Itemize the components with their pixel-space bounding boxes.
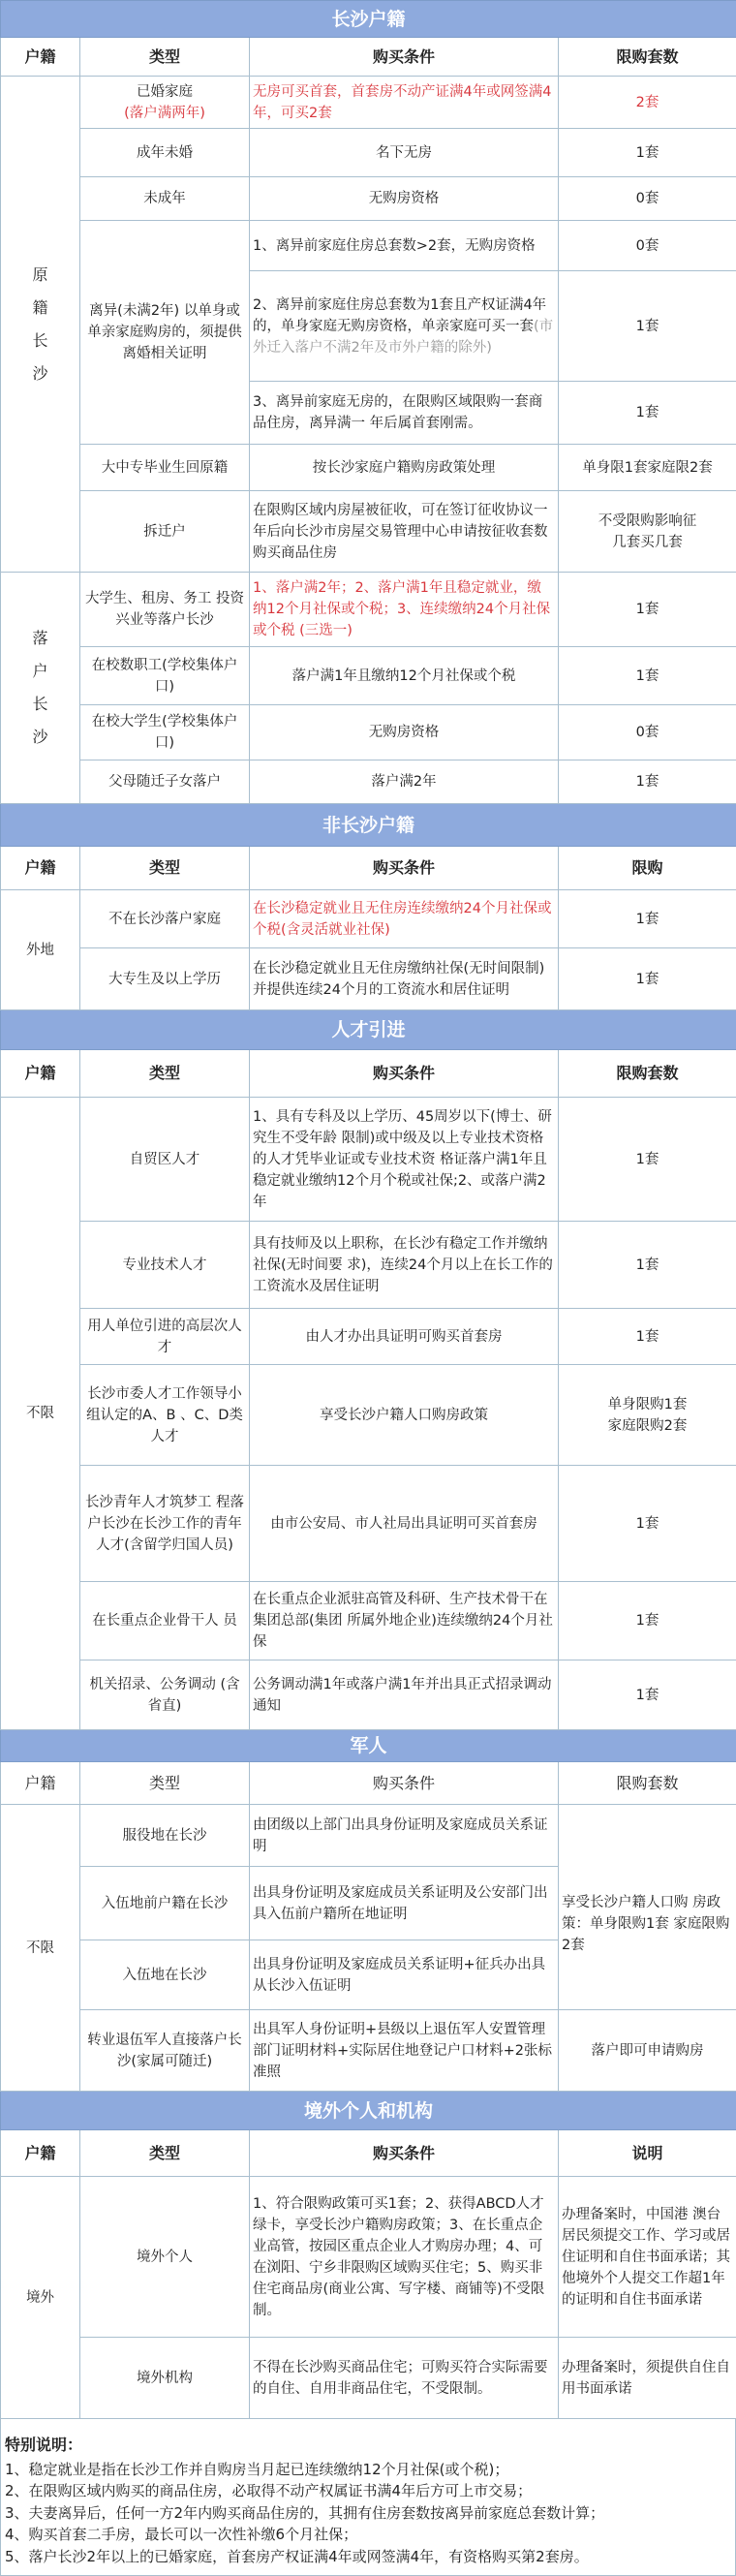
cond-cell: 由人才办出具证明可购买首套房 [250, 1309, 559, 1365]
col-type: 类型 [80, 1762, 250, 1805]
limit-cell: 1套 [559, 948, 736, 1010]
limit-cell-merged: 享受长沙户籍人口购 房政策：单身限购1套 家庭限购2套 [559, 1805, 736, 2010]
cond-cell: 出具身份证明及家庭成员关系证明+征兵办出具从长沙入伍证明 [250, 1940, 559, 2010]
col-cond: 购买条件 [250, 2130, 559, 2177]
cond-cell: 1、落户满2年；2、落户满1年且稳定就业，缴纳12个月社保或个税；3、连续缴纳24个月社保或个税 (三选一) [250, 573, 559, 647]
col-limit: 限购 [559, 847, 736, 890]
table-row [1, 760, 736, 804]
table-row [1, 647, 736, 705]
type-cell: 大中专毕业生回原籍 [80, 445, 250, 491]
type-cell: 大学生、租房、务工 投资兴业等落户长沙 [80, 573, 250, 647]
cond-cell: 在长重点企业派驻高管及科研、生产技术骨干在集团总部(集团 所属外地企业)连续缴纳24个月社保 [250, 1582, 559, 1660]
cond-cell: 无购房资格 [250, 177, 559, 221]
col-limit: 限购套数 [559, 1762, 736, 1805]
table-row [1, 1365, 736, 1466]
limit-cell: 1套 [559, 1582, 736, 1660]
section-title-row [1, 804, 736, 847]
col-cond: 购买条件 [250, 1762, 559, 1805]
type-cell: 转业退伍军人直接落户长沙(家属可随迁) [80, 2010, 250, 2092]
col-cond: 购买条件 [250, 38, 559, 77]
type-cell: 父母随迁子女落户 [80, 760, 250, 804]
cond-cell: 公务调动满1年或落户满1年并出具正式招录调动通知 [250, 1660, 559, 1730]
type-cell: 机关招录、公务调动 (含省直) [80, 1660, 250, 1730]
table-row [1, 573, 736, 647]
limit-cell: 1套 [559, 760, 736, 804]
cond-cell: 名下无房 [250, 129, 559, 177]
section-title: 军人 [1, 1730, 736, 1762]
table-row [1, 1660, 736, 1730]
group-label: 外地 [1, 890, 80, 1010]
limit-cell: 1套 [559, 1660, 736, 1730]
table-row [1, 2177, 736, 2338]
notes-title: 特别说明： [5, 2435, 731, 2457]
type-cell: 在校数职工(学校集体户口) [80, 647, 250, 705]
type-cell: 已婚家庭 (落户满两年) [80, 77, 250, 129]
col-cond: 购买条件 [250, 1050, 559, 1098]
cond-cell: 享受长沙户籍人口购房政策 [250, 1365, 559, 1466]
limit-cell: 1套 [559, 1309, 736, 1365]
cond-cell: 出具身份证明及家庭成员关系证明及公安部门出具入伍前户籍所在地证明 [250, 1867, 559, 1940]
table-row [1, 2338, 736, 2419]
table-row [1, 1582, 736, 1660]
type-cell: 自贸区人才 [80, 1098, 250, 1222]
type-cell: 未成年 [80, 177, 250, 221]
header-row [1, 2130, 736, 2177]
cond-cell: 不得在长沙购买商品住宅；可购买符合实际需要的自住、自用非商品住宅，不受限制。 [250, 2338, 559, 2419]
limit-cell: 1套 [559, 1222, 736, 1309]
limit-cell: 单身限购1套 家庭限购2套 [559, 1365, 736, 1466]
type-cell: 入伍地前户籍在长沙 [80, 1867, 250, 1940]
cond-cell: 无房可买首套，首套房不动产证满4年或网签满4年，可买2套 [250, 77, 559, 129]
table-row [1, 2010, 736, 2092]
header-row [1, 847, 736, 890]
cond-cell: 落户满1年且缴纳12个月社保或个税 [250, 647, 559, 705]
type-cell: 长沙青年人才筑梦工 程落户长沙在长沙工作的青年人才(含留学归国人员) [80, 1466, 250, 1582]
limit-cell: 0套 [559, 705, 736, 760]
col-cond: 购买条件 [250, 847, 559, 890]
type-cell: 在校大学生(学校集体户口) [80, 705, 250, 760]
type-cell: 境外个人 [80, 2177, 250, 2338]
table-row [1, 221, 736, 271]
table-row [1, 1805, 736, 1867]
type-cell: 入伍地在长沙 [80, 1940, 250, 2010]
limit-cell: 1套 [559, 1098, 736, 1222]
table-row [1, 948, 736, 1010]
limit-cell: 1套 [559, 1466, 736, 1582]
cond-cell: 1、离异前家庭住房总套数>2套，无购房资格 [250, 221, 559, 271]
col-type: 类型 [80, 2130, 250, 2177]
col-limit: 限购套数 [559, 1050, 736, 1098]
cond-cell: 在长沙稳定就业且无住房连续缴纳24个月社保或个税(含灵活就业社保) [250, 890, 559, 948]
limit-cell: 1套 [559, 382, 736, 445]
special-notes [0, 2419, 736, 2576]
group-label: 落户长沙 [1, 573, 80, 804]
table-row [1, 1466, 736, 1582]
cond-cell: 具有技师及以上职称，在长沙有稳定工作并缴纳社保(无时间要 求)，连续24个月以上在长工作的工资流水及居住证明 [250, 1222, 559, 1309]
note-item: 2、在限购区域内购买的商品住房，必取得不动产权属证书满4年后方可上市交易； [5, 2480, 731, 2502]
col-type: 类型 [80, 1050, 250, 1098]
table-row [1, 177, 736, 221]
cond-cell: 1、符合限购政策可买1套；2、获得ABCD人才绿卡，享受长沙户籍购房政策；3、在长重点企业高管，按园区重点企业人才购房办理；4、可在浏阳、宁乡非限购区域购买住宅；5、购买非住宅商品房(商业公寓、写字楼、商铺等)不受限制。 [250, 2177, 559, 2338]
cond-cell: 无购房资格 [250, 705, 559, 760]
type-cell: 在长重点企业骨干人 员 [80, 1582, 250, 1660]
table-row [1, 705, 736, 760]
type-cell: 长沙市委人才工作领导小组认定的A、B 、C、D类人才 [80, 1365, 250, 1466]
limit-cell: 1套 [559, 271, 736, 382]
section-title: 人才引进 [1, 1010, 736, 1050]
note-item: 1、稳定就业是指在长沙工作并自购房当月起已连续缴纳12个月社保(或个税)； [5, 2459, 731, 2481]
cond-cell: 2、离异前家庭住房总套数为1套且产权证满4年的，单身家庭无购房资格，单亲家庭可买一套(市外迁入落户不满2年及市外户籍的除外) [250, 271, 559, 382]
group-label: 境外 [1, 2177, 80, 2419]
note-item: 4、购买首套二手房，最长可以一次性补缴6个月社保； [5, 2524, 731, 2546]
limit-cell: 0套 [559, 177, 736, 221]
table-row [1, 1098, 736, 1222]
table-row [1, 1309, 736, 1365]
limit-cell: 1套 [559, 890, 736, 948]
type-cell: 拆迁户 [80, 491, 250, 573]
section-title: 境外个人和机构 [1, 2092, 736, 2130]
col-huji: 户籍 [1, 1050, 80, 1098]
cond-cell: 落户满2年 [250, 760, 559, 804]
cond-cell: 在长沙稳定就业且无住房缴纳社保(无时间限制)并提供连续24个月的工资流水和居住证明 [250, 948, 559, 1010]
col-huji: 户籍 [1, 38, 80, 77]
type-cell: 境外机构 [80, 2338, 250, 2419]
cond-cell: 由市公安局、市人社局出具证明可买首套房 [250, 1466, 559, 1582]
limit-cell: 单身限1套家庭限2套 [559, 445, 736, 491]
section-title: 长沙户籍 [1, 1, 736, 38]
cond-cell: 1、具有专科及以上学历、45周岁以下(博士、研究生不受年龄 限制)或中级及以上专业技术资格的人才凭毕业证或专业技术资 格证落户满1年且稳定就业缴纳12个月个税或社保;2、或落户满2年 [250, 1098, 559, 1222]
section-title-row [1, 1, 736, 38]
cond-cell: 由团级以上部门出具身份证明及家庭成员关系证明 [250, 1805, 559, 1867]
table-row [1, 1222, 736, 1309]
group-label: 不限 [1, 1098, 80, 1730]
limit-cell: 落户即可申请购房 [559, 2010, 736, 2092]
type-cell: 成年未婚 [80, 129, 250, 177]
limit-cell: 0套 [559, 221, 736, 271]
limit-cell: 1套 [559, 647, 736, 705]
col-limit: 限购套数 [559, 38, 736, 77]
type-cell: 离异(未满2年) 以单身或单亲家庭购房的，须提供离婚相关证明 [80, 221, 250, 445]
cond-cell: 3、离异前家庭无房的，在限购区域限购一套商品住房，离异满一 年后属首套刚需。 [250, 382, 559, 445]
col-huji: 户籍 [1, 847, 80, 890]
limit-cell: 1套 [559, 129, 736, 177]
type-cell: 不在长沙落户家庭 [80, 890, 250, 948]
type-cell: 专业技术人才 [80, 1222, 250, 1309]
type-cell: 用人单位引进的高层次人才 [80, 1309, 250, 1365]
col-note: 说明 [559, 2130, 736, 2177]
limit-cell: 2套 [559, 77, 736, 129]
note-cell: 办理备案时，中国港 澳台居民须提交工作、学习或居住证明和自住书面承诺；其他境外个人提交工作超1年的证明和自住书面承诺 [559, 2177, 736, 2338]
header-row [1, 1050, 736, 1098]
section-title: 非长沙户籍 [1, 804, 736, 847]
header-row [1, 1762, 736, 1805]
cond-cell: 出具军人身份证明+县级以上退伍军人安置管理部门证明材料+实际居住地登记户口材料+2张标准照 [250, 2010, 559, 2092]
table-row [1, 491, 736, 573]
col-type: 类型 [80, 38, 250, 77]
table-row [1, 129, 736, 177]
col-huji: 户籍 [1, 1762, 80, 1805]
cond-cell: 在限购区域内房屋被征收，可在签订征收协议一年后向长沙市房屋交易管理中心申请按征收套数购买商品住房 [250, 491, 559, 573]
table-row [1, 77, 736, 129]
section-title-row [1, 2092, 736, 2130]
group-label: 原籍长沙 [1, 77, 80, 573]
note-cell: 办理备案时，须提供自住自用书面承诺 [559, 2338, 736, 2419]
section-title-row [1, 1730, 736, 1762]
limit-cell: 1套 [559, 573, 736, 647]
table-row [1, 890, 736, 948]
col-type: 类型 [80, 847, 250, 890]
header-row [1, 38, 736, 77]
note-item: 3、夫妻离异后，任何一方2年内购买商品住房的，其拥有住房套数按离异前家庭总套数计算； [5, 2502, 731, 2525]
col-huji: 户籍 [1, 2130, 80, 2177]
type-cell: 服役地在长沙 [80, 1805, 250, 1867]
section-title-row [1, 1010, 736, 1050]
limit-cell: 不受限购影响征几套买几套 [559, 491, 736, 573]
type-cell: 大专生及以上学历 [80, 948, 250, 1010]
note-item: 5、落户长沙2年以上的已婚家庭，首套房产权证满4年或网签满4年，有资格购买第2套房。 [5, 2546, 731, 2568]
table-row [1, 445, 736, 491]
group-label: 不限 [1, 1805, 80, 2092]
cond-cell: 按长沙家庭户籍购房政策处理 [250, 445, 559, 491]
